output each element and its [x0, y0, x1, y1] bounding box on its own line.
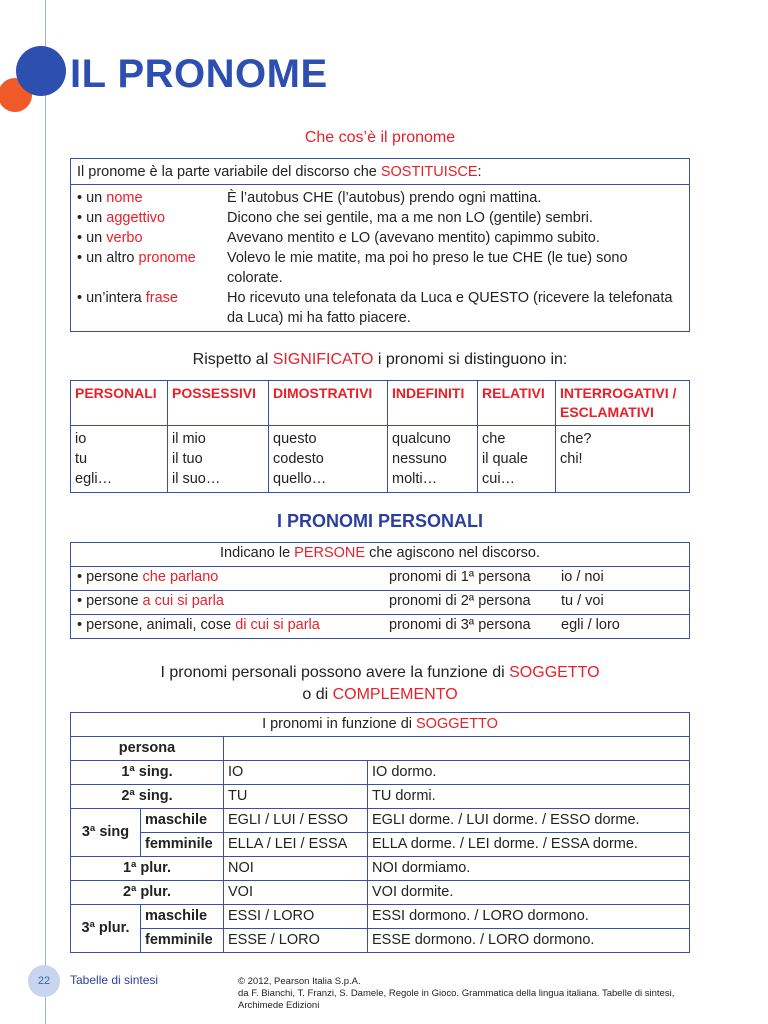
- column-values: io tu egli…: [71, 426, 168, 493]
- column-header: INDEFINITI: [388, 381, 478, 426]
- table-row: 2ª sing. TU TU dormi.: [71, 785, 690, 809]
- column-header: POSSESSIVI: [168, 381, 269, 426]
- subject-table-title: I pronomi in funzione di SOGGETTO: [71, 713, 690, 737]
- definition-cell: [71, 159, 690, 332]
- list-item: • un aggettivo Dicono che sei gentile, ma a me non LO (gentile) sembri.: [77, 210, 593, 226]
- margin-line: [45, 0, 46, 1024]
- table-row: 1ª plur. NOI NOI dormiamo.: [71, 857, 690, 881]
- column-values: qualcuno nessuno molti…: [388, 426, 478, 493]
- table-row: 3ª sing maschile EGLI / LUI / ESSO EGLI dorme. / LUI dorme. / ESSO dorme.: [71, 809, 690, 833]
- replacement-list: [71, 184, 689, 328]
- list-item: • un verbo Avevano mentito e LO (avevano mentito) capimmo subito.: [77, 230, 600, 246]
- pronoun-types-table: [70, 380, 690, 493]
- table-row: femminile ELLA / LEI / ESSA ELLA dorme. / LEI dorme. / ESSA dorme.: [71, 833, 690, 857]
- list-item: • un altro pronome Volevo le mie matite, ma poi ho preso le tue CHE (le tue) sono colorate.: [77, 250, 628, 286]
- table-row: • persone, animali, cose di cui si parla pronomi di 3ª persona egli / loro: [71, 615, 690, 639]
- list-item: • un nome È l’autobus CHE (l’autobus) prendo ogni mattina.: [77, 190, 542, 206]
- column-values: che il quale cui…: [478, 426, 556, 493]
- column-header: INTERROGATIVI / ESCLAMATIVI: [556, 381, 690, 426]
- column-values: che? chi!: [556, 426, 690, 493]
- column-header: PERSONALI: [71, 381, 168, 426]
- definition-table: [70, 158, 690, 332]
- footer-label: Tabelle di sintesi: [70, 973, 159, 987]
- section-heading-what: Che cos’è il pronome: [304, 129, 456, 146]
- column-header: DIMOSTRATIVI: [269, 381, 388, 426]
- blue-circle-decoration: [16, 46, 66, 96]
- table-row: 1ª sing. IO IO dormo.: [71, 761, 690, 785]
- function-heading: I pronomi personali possono avere la funzione di SOGGETTO o di COMPLEMENTO: [160, 664, 600, 703]
- section-heading-meaning: Rispetto al SIGNIFICATO i pronomi si distinguono in:: [192, 351, 568, 368]
- page-title: IL PRONOME: [70, 52, 328, 96]
- column-values: questo codesto quello…: [269, 426, 388, 493]
- table-row: 2ª plur. VOI VOI dormite.: [71, 881, 690, 905]
- page-number: 22: [28, 965, 60, 997]
- personal-pronouns-table: [70, 542, 690, 639]
- subject-pronouns-table: [70, 712, 690, 953]
- definition-intro: Il pronome è la parte variabile del discorso che SOSTITUISCE:: [77, 164, 482, 180]
- column-values: il mio il tuo il suo…: [168, 426, 269, 493]
- table-row: femminile ESSE / LORO ESSE dormono. / LORO dormono.: [71, 929, 690, 953]
- copyright-credit: © 2012, Pearson Italia S.p.A. da F. Bianchi, T. Franzi, S. Damele, Regole in Gioco. Grammatica della lingua italiana. Tabelle di sintesi, Archimede Edizioni: [238, 976, 675, 1011]
- personal-intro: Indicano le PERSONE che agiscono nel discorso.: [71, 543, 690, 567]
- table-row: • persone che parlano pronomi di 1ª persona io / noi: [71, 567, 690, 591]
- table-row: • persone a cui si parla pronomi di 2ª persona tu / voi: [71, 591, 690, 615]
- column-header: RELATIVI: [478, 381, 556, 426]
- section-heading-personal: I PRONOMI PERSONALI: [276, 511, 483, 531]
- persona-header: persona: [71, 737, 224, 761]
- table-row: 3ª plur. maschile ESSI / LORO ESSI dormono. / LORO dormono.: [71, 905, 690, 929]
- list-item: • un’intera frase Ho ricevuto una telefonata da Luca e QUESTO (ricevere la telefonata da Luca) mi ha fatto piacere.: [77, 290, 673, 326]
